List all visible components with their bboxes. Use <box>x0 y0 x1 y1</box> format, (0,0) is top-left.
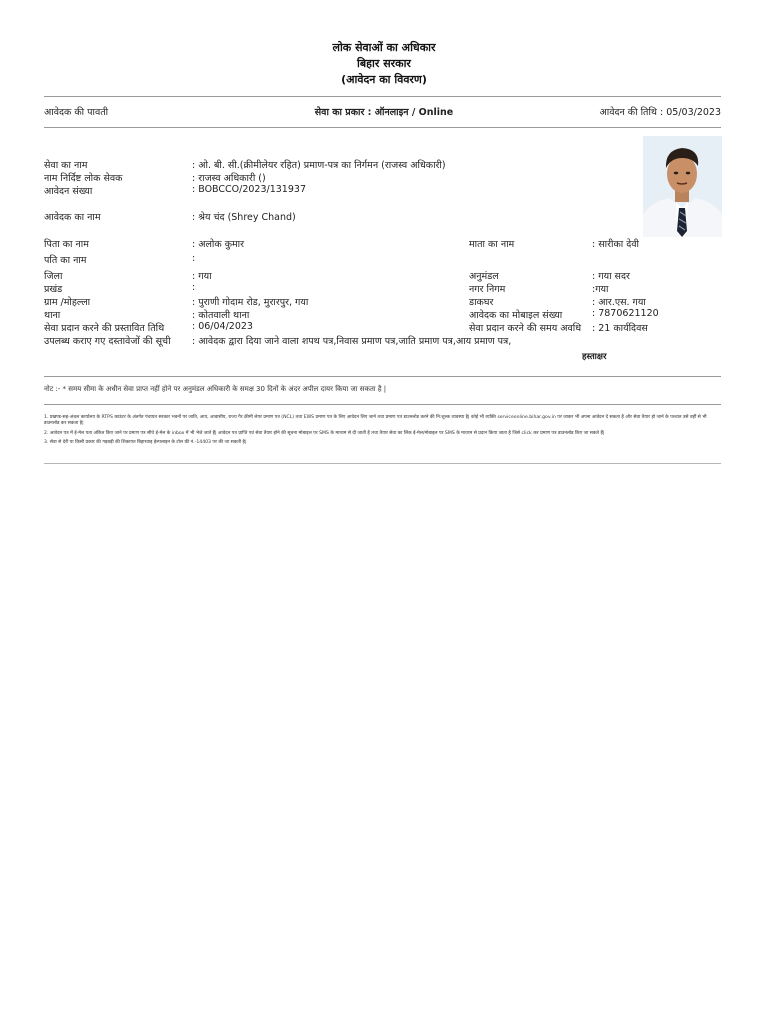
designated-officer-label: नाम निर्दिष्ट लोक सेवक <box>44 173 123 184</box>
service-name-label: सेवा का नाम <box>44 160 88 171</box>
documents-label: उपलब्ध कराए गए दस्तावेजों की सूची <box>44 336 171 347</box>
post-office-value: : आर.एस. गया <box>592 297 646 308</box>
applicant-photo <box>643 136 722 237</box>
subheader-divider <box>44 127 721 128</box>
header-line-1: लोक सेवाओं का अधिकार <box>332 41 436 54</box>
header-line-3: (आवेदन का विवरण) <box>341 73 427 86</box>
service-period-value: : 21 कार्यदिवस <box>592 323 648 334</box>
note-bottom-divider <box>44 404 721 405</box>
applicant-photo-image <box>643 136 722 237</box>
header-line-2: बिहार सरकार <box>357 57 411 70</box>
post-office-label: डाकघर <box>469 297 494 308</box>
father-name-label: पिता का नाम <box>44 239 89 250</box>
mobile-label: आवेदक का मोबाइल संख्या <box>469 310 563 321</box>
mother-name-value: : सारीका देवी <box>592 239 640 250</box>
father-name-value: : अलोक कुमार <box>192 239 245 250</box>
subdivision-value: : गया सदर <box>592 271 630 282</box>
proposed-date-label: सेवा प्रदान करने की प्रस्तावित तिथि <box>44 323 165 334</box>
block-label: प्रखंड <box>44 284 63 295</box>
husband-name-value: : <box>192 253 196 264</box>
police-station-value: : कोतवाली थाना <box>192 310 250 321</box>
applicant-name-label: आवेदक का नाम <box>44 212 101 223</box>
acknowledgement-label: आवेदक की पावती <box>44 107 109 118</box>
footnote-1: 1. प्रखण्ड-सह-अंचल कार्यालय के RTPS काउंटर के अंतर्गत पंचायत सरकार भवनों पर जाति, आय, आवासीय, राज्य गैर क्रीमी लेयर प्रमाण पत्र (NCL) तथा EWS प्रमाण पत्र के लिए आवेदन लिए जाने तथा प्रमाण पत्र डाउनलोड करने की नि:शुल्क व्यवस्था है| कोई भी व्यक्ति serviceonline.bihar.gov.in पर जाकर भी अपना आवेदन दे सकता है और सेवा तैयार हो जाने के पश्चात उसे वहीं से भी डाउनलोड कर सकता है| <box>44 415 707 426</box>
subdivision-label: अनुमंडल <box>469 271 499 282</box>
proposed-date-value: : 06/04/2023 <box>192 321 253 332</box>
village-label: ग्राम /मोहल्ला <box>44 297 91 308</box>
service-period-label: सेवा प्रदान करने की समय अवधि <box>469 323 582 334</box>
service-type: सेवा का प्रकार : ऑनलाइन / Online <box>314 107 454 118</box>
documents-value: : आवेदक द्वारा दिया जाने वाला शपथ पत्र,निवास प्रमाण पत्र,जाति प्रमाण पत्र,आय प्रमाण पत्र, <box>192 336 512 347</box>
police-station-label: थाना <box>44 310 61 321</box>
signature-label: हस्ताक्षर <box>582 352 607 362</box>
note-top-divider <box>44 376 721 377</box>
district-label: जिला <box>44 271 63 282</box>
footnote-3: 3. सेवा से देरी या किसी प्रकार की गड़बड़ी की शिकायत बिहारवाइ हेल्पलाइन के टोल फ्री नं.-14403 पर की जा सकती है| <box>44 440 247 445</box>
top-divider <box>44 96 721 97</box>
designated-officer-value: : राजस्व अधिकारी () <box>192 173 266 184</box>
application-number-value: : BOBCCO/2023/131937 <box>192 184 306 195</box>
mother-name-label: माता का नाम <box>469 239 515 250</box>
village-value: : पुराणी गोदाम रोड, मुरारपुर, गया <box>192 297 309 308</box>
municipal-value: :गया <box>592 284 609 295</box>
application-number-label: आवेदन संख्या <box>44 186 93 197</box>
application-date: आवेदन की तिथि : 05/03/2023 <box>599 107 721 118</box>
footer-divider <box>44 463 721 464</box>
municipal-label: नगर निगम <box>469 284 506 295</box>
block-value: : <box>192 282 196 293</box>
footnote-2: 2. आवेदन पत्र में ई-मेल पता अंकित किए जाने पर प्रमाण पत्र सीधे ई-मेल के inbox में भी भेजे जाते हैं| आवेदन पत्र प्राप्ति एवं सेवा तैयार होने की सूचना मोबाइल पर SMS के माध्यम से दी जाती है तथा तैयार सेवा का लिंक ई-मेल/मोबाइल पर SMS के माध्यम से प्रदान किया जाता है जिसे click कर प्रमाण पत्र डाउनलोड किए जा सकते हैं| <box>44 431 605 436</box>
mobile-value: : 7870621120 <box>592 308 659 319</box>
husband-name-label: पति का नाम <box>44 255 87 266</box>
service-name-value: : ओ. बी. सी.(क्रीमीलेयर रहित) प्रमाण-पत्र का निर्गमन (राजस्व अधिकारी) <box>192 160 446 171</box>
district-value: : गया <box>192 271 212 282</box>
applicant-name-value: : श्रेय चंद (Shrey Chand) <box>192 212 296 223</box>
appeal-note: नोट :- * समय सीमा के अधीन सेवा प्राप्त नहीं होने पर अनुमंडल अधिकारी के समक्ष 30 दिनों के अंदर अपील दायर किया जा सकता है | <box>44 385 387 393</box>
